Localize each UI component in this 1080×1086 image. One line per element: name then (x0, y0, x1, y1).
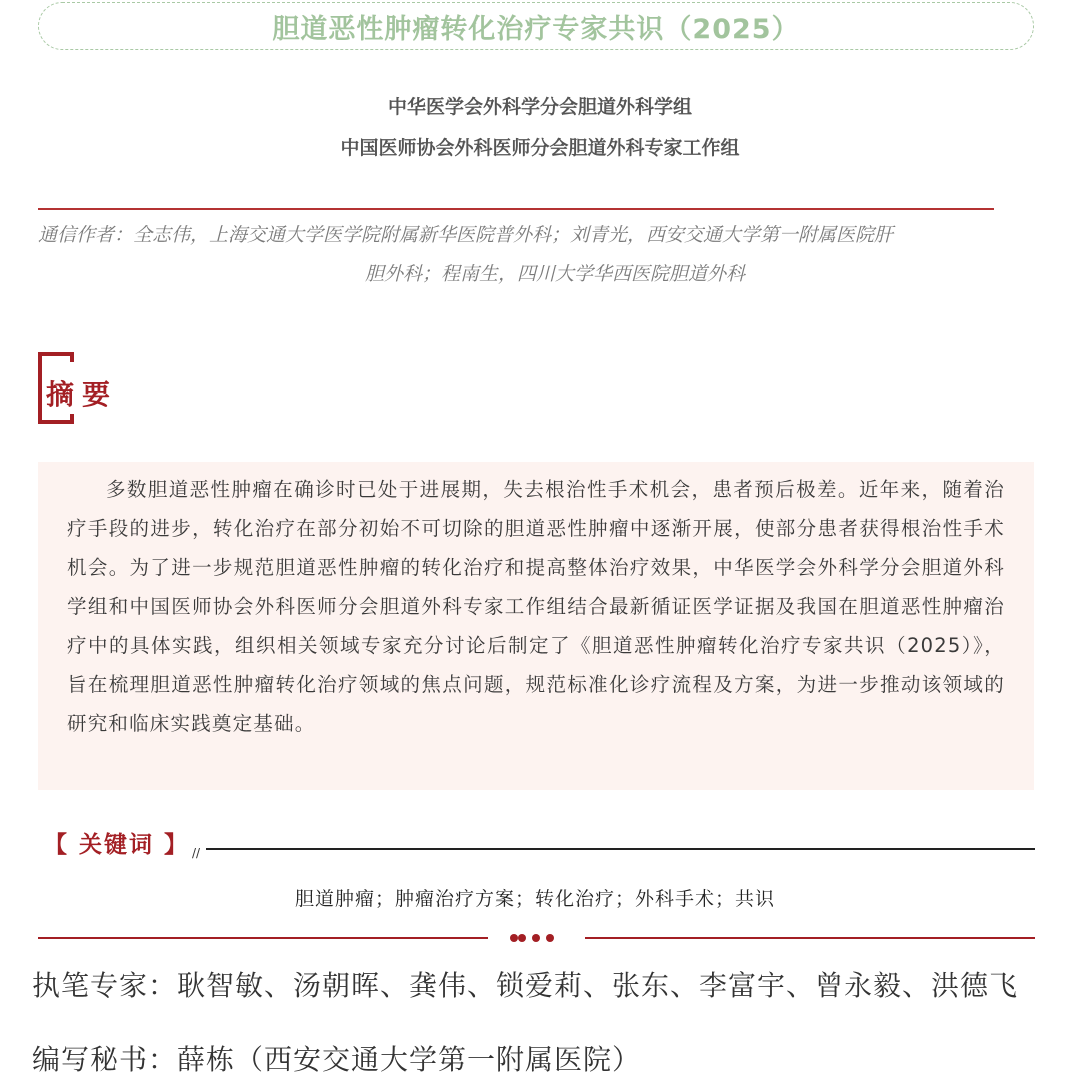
keywords-rule (206, 848, 1035, 850)
author-org-2: 中国医师协会外科医师分会胆道外科专家工作组 (340, 137, 740, 159)
abstract-bracket-tick-bottom (70, 414, 74, 424)
divider-rule (38, 208, 994, 210)
abstract-bracket-tick-top (70, 352, 74, 362)
author-org-1: 中华医学会外科学分会胆道外科学组 (387, 96, 692, 118)
keywords-slash: // (192, 846, 201, 860)
correspondence-line-2: 胆外科；程南生，四川大学华西医院胆道外科 (364, 263, 745, 285)
keywords-text: 胆道肿瘤；肿瘤治疗方案；转化治疗；外科手术；共识 (294, 888, 775, 910)
writing-secretary: 编写秘书：薛栋（西安交通大学第一附属医院） (32, 1043, 642, 1076)
ornament-dot (546, 934, 554, 942)
title-banner (38, 2, 1034, 50)
ornament-dot (518, 934, 526, 942)
keywords-label: 【 关键词 】 (44, 832, 190, 858)
abstract-text: 多数胆道恶性肿瘤在确诊时已处于进展期，失去根治性手术机会，患者预后极差。近年来，随着治疗手段的进步，转化治疗在部分初始不可切除的胆道恶性肿瘤中逐渐开展，使部分患者获得根治性手术机会。为了进一步规范胆道恶性肿瘤的转化治疗和提高整体治疗效果，中华医学会外科学分会胆道外科学组和中国医师协会外科医师分会胆道外科专家工作组结合最新循证医学证据及我国在胆道恶性肿瘤治疗中的具体实践，组织相关领域专家充分讨论后制定了《胆道恶性肿瘤转化治疗专家共识（2025）》，旨在梳理胆道恶性肿瘤转化治疗领域的焦点问题，规范标准化诊疗流程及方案，为进一步推动该领域的研究和临床实践奠定基础。 (67, 478, 1005, 735)
ornament-dot (532, 934, 540, 942)
correspondence-line-1: 通信作者：全志伟，上海交通大学医学院附属新华医院普外科；刘青光，西安交通大学第一附属医院肝 (38, 224, 894, 246)
ornament-line-right (585, 937, 1035, 939)
abstract-heading: 摘要 (46, 378, 119, 411)
ornament-dot (510, 934, 518, 942)
page-title: 胆道恶性肿瘤转化治疗专家共识（2025） (272, 13, 800, 45)
writing-experts: 执笔专家：耿智敏、汤朝晖、龚伟、锁爱莉、张东、李富宇、曾永毅、洪德飞 (32, 969, 1019, 1002)
ornament-line-left (38, 937, 488, 939)
